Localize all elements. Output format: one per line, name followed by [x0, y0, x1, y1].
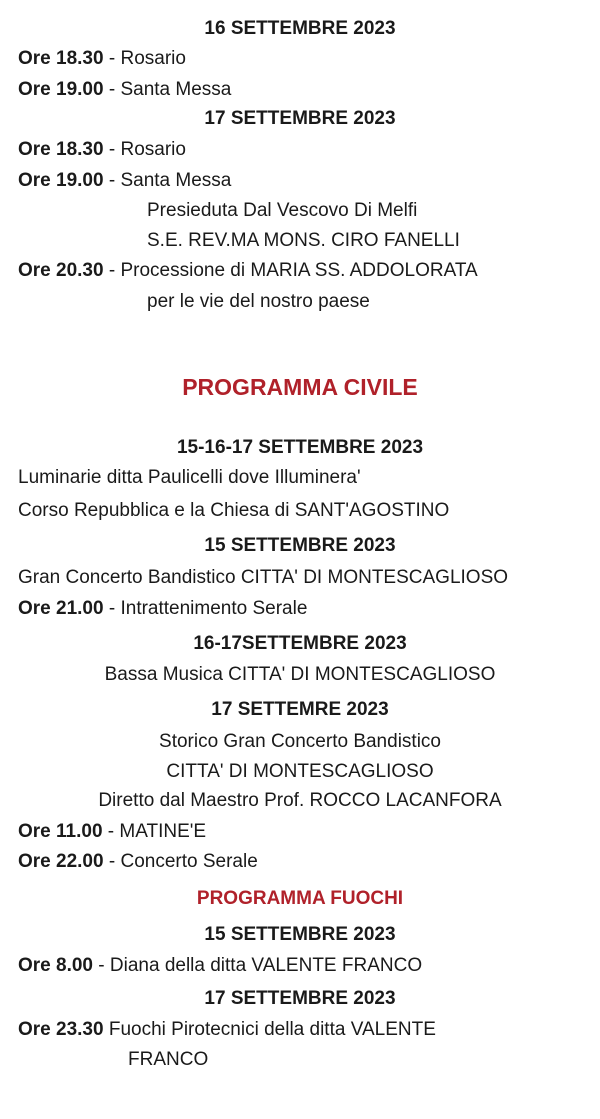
time-label: Ore 21.00	[18, 598, 104, 619]
date-heading-17-settemre: 17 SETTEMRE 2023	[211, 699, 389, 720]
schedule-item	[18, 259, 478, 283]
event-text: Fuochi Pirotecnici della ditta VALENTE	[108, 1019, 436, 1040]
schedule-item	[18, 47, 186, 71]
time-label: Ore 18.30	[18, 139, 104, 160]
event-text: MATINE'E	[119, 821, 207, 842]
event-text: Concerto Serale	[120, 851, 258, 872]
concerto-line: Gran Concerto Bandistico CITTA' DI MONTESCAGLIOSO	[18, 567, 509, 588]
luminarie-line-2: Corso Repubblica e la Chiesa di SANT'AGOSTINO	[18, 500, 450, 521]
date-heading-16-settembre: 16 SETTEMBRE 2023	[204, 18, 396, 39]
schedule-item	[18, 78, 231, 102]
date-heading-fuochi-17: 17 SETTEMBRE 2023	[204, 988, 396, 1009]
time-label: Ore 23.30	[18, 1019, 104, 1040]
separator: -	[103, 851, 121, 872]
event-text: Processione di MARIA SS. ADDOLORATA	[120, 260, 478, 281]
separator: -	[103, 260, 121, 281]
citta-line: CITTA' DI MONTESCAGLIOSO	[166, 761, 434, 782]
time-label: Ore 22.00	[18, 851, 104, 872]
storico-concerto-line: Storico Gran Concerto Bandistico	[159, 731, 441, 752]
schedule-item	[18, 138, 186, 162]
separator: -	[103, 79, 121, 100]
schedule-item	[18, 820, 206, 844]
procession-line-2: per le vie del nostro paese	[147, 291, 370, 312]
schedule-item	[18, 597, 307, 621]
separator: -	[103, 139, 121, 160]
date-heading-15-settembre: 15 SETTEMBRE 2023	[204, 535, 396, 556]
luminarie-line-1: Luminarie ditta Paulicelli dove Illuminera'	[18, 467, 361, 488]
separator: -	[103, 48, 121, 69]
time-label: Ore 8.00	[18, 955, 93, 976]
time-label: Ore 11.00	[18, 821, 103, 842]
schedule-item	[18, 169, 231, 193]
schedule-item	[18, 1018, 436, 1042]
bassa-musica-line: Bassa Musica CITTA' DI MONTESCAGLIOSO	[104, 664, 496, 685]
maestro-line: Diretto dal Maestro Prof. ROCCO LACANFORA	[98, 790, 502, 811]
time-label: Ore 18.30	[18, 48, 104, 69]
event-text: Santa Messa	[120, 170, 232, 191]
time-label: Ore 19.00	[18, 170, 104, 191]
event-text: Rosario	[120, 48, 186, 69]
event-text: Intrattenimento Serale	[120, 598, 308, 619]
separator: -	[103, 598, 121, 619]
time-label: Ore 20.30	[18, 260, 104, 281]
event-text: Diana della ditta VALENTE FRANCO	[109, 955, 423, 976]
presided-line: Presieduta Dal Vescovo Di Melfi	[147, 200, 418, 221]
schedule-item	[18, 954, 422, 978]
date-heading-fuochi-15: 15 SETTEMBRE 2023	[204, 924, 396, 945]
date-heading-16-17: 16-17SETTEMBRE 2023	[193, 633, 407, 654]
time-label: Ore 19.00	[18, 79, 104, 100]
separator: -	[102, 821, 120, 842]
section-title-programma-civile: PROGRAMMA CIVILE	[182, 374, 418, 400]
event-text: Santa Messa	[120, 79, 232, 100]
schedule-item	[18, 850, 258, 874]
bishop-name-line: S.E. REV.MA MONS. CIRO FANELLI	[147, 230, 460, 251]
fuochi-line-2: FRANCO	[128, 1049, 209, 1070]
separator: -	[103, 170, 121, 191]
date-heading-17-settembre: 17 SETTEMBRE 2023	[204, 108, 396, 129]
section-title-programma-fuochi: PROGRAMMA FUOCHI	[196, 888, 404, 909]
event-text: Rosario	[120, 139, 186, 160]
date-heading-15-16-17: 15-16-17 SETTEMBRE 2023	[176, 437, 424, 458]
separator: -	[93, 955, 110, 976]
